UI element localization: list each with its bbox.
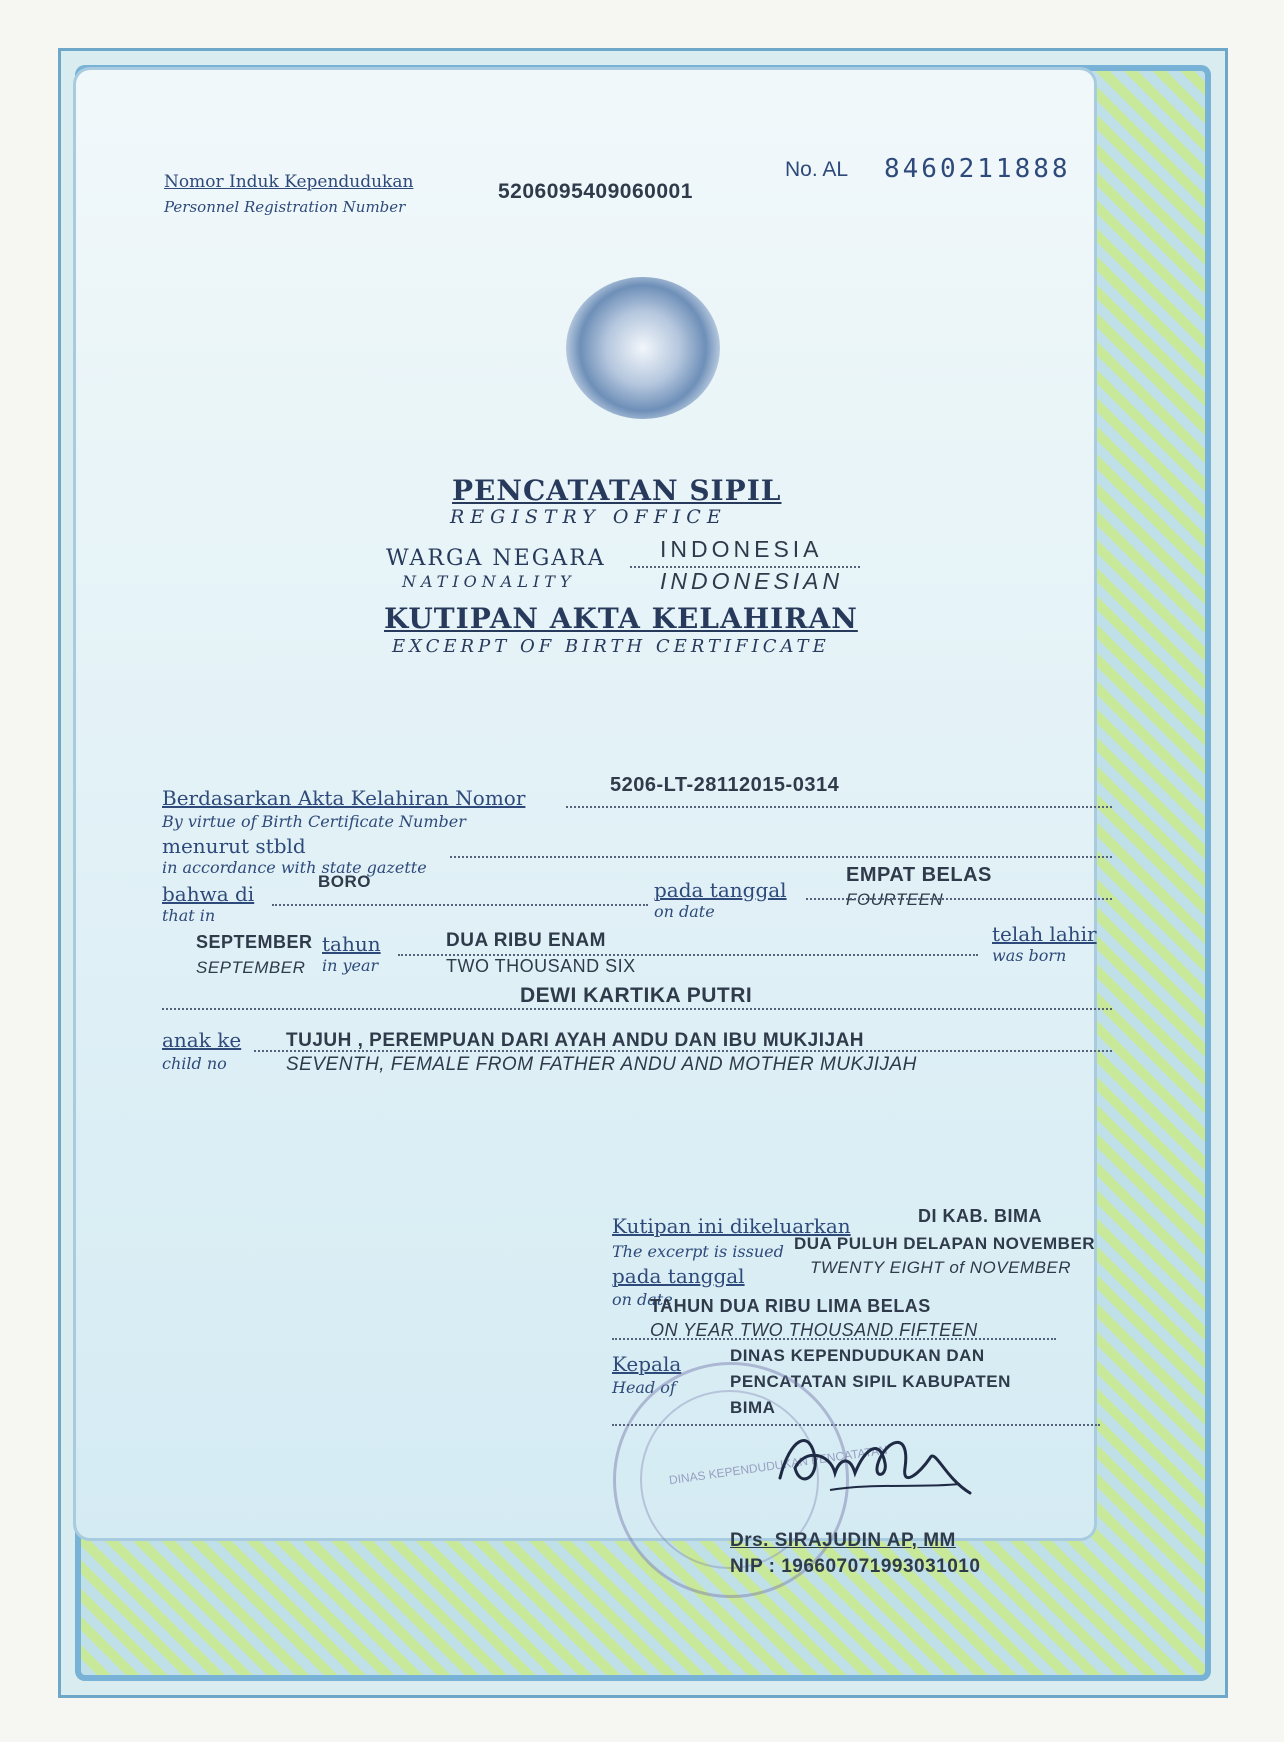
- stbld-label-en: in accordance with state gazette: [162, 858, 427, 877]
- issue-date-value-en: TWENTY EIGHT of NOVEMBER: [810, 1258, 1072, 1277]
- birth-month-value: SEPTEMBER: [196, 932, 313, 952]
- place-label: bahwa di: [162, 882, 255, 906]
- issued-label: Kutipan ini dikeluarkan: [612, 1214, 851, 1238]
- nationality-value-en: INDONESIAN: [660, 568, 844, 594]
- issue-year-value: TAHUN DUA RIBU LIMA BELAS: [650, 1296, 931, 1316]
- agency-line-2: PENCATATAN SIPIL KABUPATEN: [730, 1372, 1011, 1391]
- place-label-en: that in: [162, 906, 216, 925]
- document-title-en: EXCERPT OF BIRTH CERTIFICATE: [392, 636, 830, 657]
- issue-date-label-en: on date: [612, 1290, 673, 1309]
- office-title-en: REGISTRY OFFICE: [450, 506, 727, 528]
- child-order-label: anak ke: [162, 1028, 242, 1052]
- stamp-text: DINAS KEPENDUDUKAN PENCATATAN: [668, 1442, 889, 1488]
- cert-number-value: 5206-LT-28112015-0314: [610, 774, 840, 796]
- official-name: Drs. SIRAJUDIN AP, MM: [730, 1530, 956, 1551]
- child-order-value-en: SEVENTH, FEMALE FROM FATHER ANDU AND MOTHER MUKJIJAH: [286, 1054, 917, 1075]
- issued-label-en: The excerpt is issued: [612, 1242, 784, 1261]
- nik-label: Nomor Induk Kependudukan: [164, 172, 414, 192]
- birth-year-label-en: in year: [322, 956, 379, 975]
- child-order-value: TUJUH , PEREMPUAN DARI AYAH ANDU DAN IBU MUKJIJAH: [286, 1030, 865, 1051]
- nationality-value: INDONESIA: [660, 536, 823, 562]
- issue-date-label: pada tanggal: [612, 1264, 745, 1288]
- child-order-label-en: child no: [162, 1054, 227, 1073]
- stbld-label: menurut stbld: [162, 834, 306, 858]
- birth-date-value-en: FOURTEEN: [846, 890, 944, 909]
- serial-number: 8460211888: [884, 154, 1071, 184]
- nationality-label: WARGA NEGARA: [386, 546, 606, 571]
- birth-month-value-en: SEPTEMBER: [196, 958, 306, 977]
- was-born-label: telah lahir: [992, 922, 1097, 946]
- nik-value: 5206095409060001: [498, 180, 693, 203]
- was-born-label-en: was born: [992, 946, 1067, 965]
- signature-icon: [770, 1418, 980, 1508]
- nik-label-en: Personnel Registration Number: [164, 198, 406, 216]
- office-title: PENCATATAN SIPIL: [452, 474, 782, 507]
- agency-line-3: BIMA: [730, 1398, 776, 1417]
- agency-line-1: DINAS KEPENDUDUKAN DAN: [730, 1346, 985, 1365]
- hologram-seal-icon: [566, 277, 720, 419]
- cert-number-label-en: By virtue of Birth Certificate Number: [162, 812, 466, 831]
- cert-number-label: Berdasarkan Akta Kelahiran Nomor: [162, 786, 526, 810]
- birth-date-value: EMPAT BELAS: [846, 864, 992, 886]
- no-al-label: No. AL: [785, 158, 849, 181]
- issue-date-value: DUA PULUH DELAPAN NOVEMBER: [794, 1234, 1096, 1253]
- birth-year-label: tahun: [322, 932, 381, 956]
- issue-year-value-en: ON YEAR TWO THOUSAND FIFTEEN: [650, 1320, 978, 1340]
- birth-date-label: pada tanggal: [654, 878, 787, 902]
- birth-date-label-en: on date: [654, 902, 715, 921]
- head-of-label-en: Head of: [612, 1378, 676, 1397]
- head-of-label: Kepala: [612, 1352, 682, 1376]
- place-value: BORO: [318, 872, 371, 891]
- document-title: KUTIPAN AKTA KELAHIRAN: [384, 602, 858, 635]
- issued-place-value: DI KAB. BIMA: [918, 1206, 1042, 1226]
- nationality-label-en: NATIONALITY: [402, 572, 576, 591]
- official-nip: NIP : 196607071993031010: [730, 1556, 981, 1577]
- child-name-value: DEWI KARTIKA PUTRI: [520, 984, 753, 1007]
- birth-year-value-en: TWO THOUSAND SIX: [446, 956, 636, 976]
- birth-year-value: DUA RIBU ENAM: [446, 930, 606, 951]
